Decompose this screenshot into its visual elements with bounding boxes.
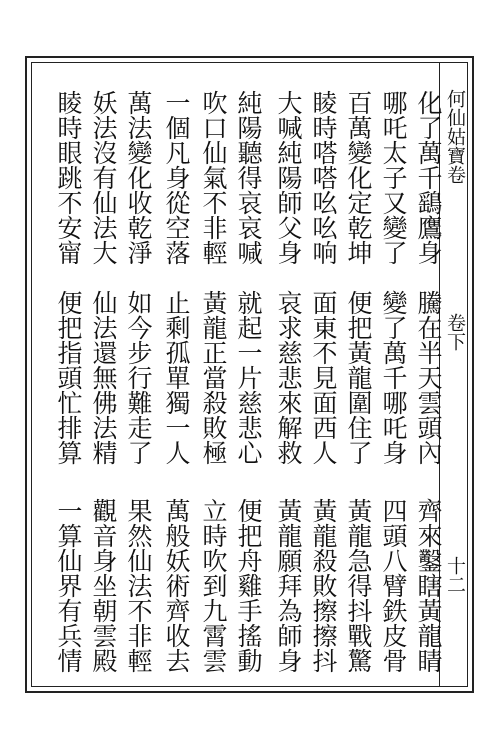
text-col-3-third: 黃龍急得抖戰驚	[344, 498, 373, 673]
text-col-5-third: 黃龍願拜為師身	[274, 498, 303, 673]
text-col-6-top: 純陽聽得哀哀喊	[234, 90, 263, 265]
text-col-10-top: 妖法沒有仙法大	[89, 90, 118, 265]
text-col-9-bottom: 如今步行難走了	[124, 290, 153, 465]
text-col-8-third: 萬般妖術齊收去	[162, 498, 191, 673]
text-col-2-third: 四頭八臂鉄皮骨	[379, 498, 408, 673]
text-col-2-top: 哪吒太子又變了	[379, 90, 408, 265]
text-col-2-bottom: 變了萬千哪吒身	[379, 290, 408, 465]
text-col-3-bottom: 便把黃龍圍住了	[344, 290, 373, 465]
text-col-1-bottom: 騰在半天雲頭內	[414, 290, 443, 465]
text-col-7-bottom: 黃龍正當殺敗極	[199, 290, 228, 465]
text-col-1-third: 齊來鑿瞎黃龍睛	[414, 498, 443, 673]
text-col-7-third: 立時吹到九霄雲	[199, 498, 228, 673]
text-col-10-bottom: 仙法還無佛法精	[89, 290, 118, 465]
text-col-5-bottom: 哀求慈悲來解救	[274, 290, 303, 465]
text-col-4-bottom: 面東不見面西人	[309, 290, 338, 465]
text-col-11-top: 睖時眼跳不安甯	[54, 90, 83, 265]
text-col-9-top: 萬法變化收乾淨	[124, 90, 153, 265]
text-col-8-bottom: 止剩孤單獨一人	[162, 290, 191, 465]
text-col-5-top: 大喊純陽師父身	[274, 90, 303, 265]
text-col-4-third: 黃龍殺敗擦擦抖	[309, 498, 338, 673]
text-col-9-third: 果然仙法不非輕	[124, 498, 153, 673]
text-col-10-third: 觀音身坐朝雲殿	[89, 498, 118, 673]
text-col-8-top: 一個凡身從空落	[162, 90, 191, 265]
text-col-7-top: 吹口仙氣不非輕	[199, 90, 228, 265]
text-col-6-third: 便把舟雞手搖動	[234, 498, 263, 673]
text-col-11-third: 一算仙界有兵情	[54, 498, 83, 673]
book-title: 何仙姑寶卷	[444, 89, 466, 184]
text-col-3-top: 百萬變化定乾坤	[344, 90, 373, 265]
text-col-4-top: 睖時嗒嗒吆吆响	[309, 90, 338, 265]
page-number: 十二	[444, 556, 466, 594]
text-col-1-top: 化了萬千鷂鷹身	[414, 90, 443, 265]
text-col-6-bottom: 就起一片慈悲心	[234, 290, 263, 465]
text-col-11-bottom: 便把指頭忙排算	[54, 290, 83, 465]
volume-label: 卷下	[444, 313, 466, 351]
